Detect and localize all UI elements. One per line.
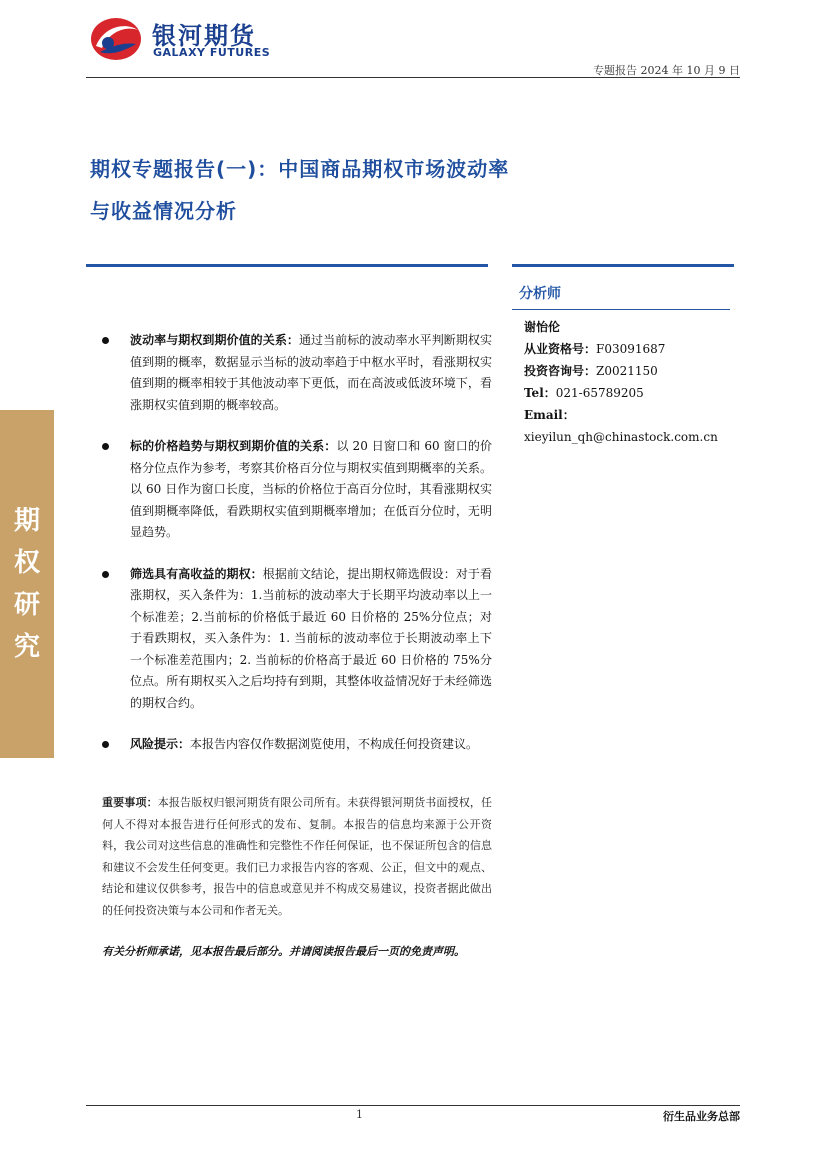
analyst-name: 谢怡伦 xyxy=(524,320,561,334)
notice-body: 本报告版权归银河期货有限公司所有。未获得银河期货书面授权，任何人不得对本报告进行任何形式的发布、复制。本报告的信息均来源于公开资料，我公司对这些信息的准确性和完整性不作任何保证，也不保证所包含的信息和建议不会发生任何变更。我们已力求报告内容的客观、公正，但文中的观点、结论和建议仅供参考，报告中的信息或意见并不构成交易建议，投资者据此做出的任何投资决策与本公司和作者无关。 xyxy=(102,796,493,917)
consult-value: Z0021150 xyxy=(596,364,658,378)
important-notice xyxy=(102,792,492,921)
bullet-body: 本报告内容仅作数据浏览使用，不构成任何投资建议。 xyxy=(190,737,479,751)
report-meta: 专题报告 2024 年 10 月 9 日 xyxy=(593,64,740,77)
bullet-dot-icon xyxy=(102,337,109,344)
email-label: Email： xyxy=(524,408,575,422)
bullet-body: 以 20 日窗口和 60 窗口的价格分位点作为参考，考察其价格百分位与期权实值到期概率的关系。以 60 日作为窗口长度，当标的价格位于高百分位时，其看涨期权实值到期概率降低，看跌期权实值到期概率增加；在低百分位时，无明显趋势。 xyxy=(130,439,492,539)
side-tab-char: 究 xyxy=(13,632,40,662)
side-tab-label xyxy=(0,500,54,668)
report-title: 期权专题报告(一)：中国商品期权市场波动率与收益情况分析 xyxy=(90,157,510,223)
cert-value: F03091687 xyxy=(596,342,666,356)
bullet-head: 波动率与期权到期价值的关系： xyxy=(130,333,299,347)
disclaimer-note: 有关分析师承诺，见本报告最后部分。并请阅读报告最后一页的免责声明。 xyxy=(102,945,465,958)
company-logo xyxy=(90,14,280,64)
consult-label: 投资咨询号： xyxy=(524,364,597,378)
bullet-dot-icon xyxy=(102,741,109,748)
footer-divider xyxy=(86,1105,740,1106)
side-tab-char: 期 xyxy=(13,506,40,536)
bullet-dot-icon xyxy=(102,571,109,578)
bullet-head: 风险提示： xyxy=(130,737,191,751)
side-tab-char: 研 xyxy=(13,590,40,620)
analyst-heading: 分析师 xyxy=(519,286,561,302)
email-link[interactable]: xieyilun_qh@chinastock.com.cn xyxy=(524,430,718,444)
bullet-item xyxy=(102,330,492,416)
cert-label: 从业资格号： xyxy=(524,342,597,356)
bullet-head: 标的价格趋势与期权到期价值的关系： xyxy=(130,439,337,453)
galaxy-logo-icon xyxy=(90,16,142,62)
bullet-item xyxy=(102,436,492,544)
page-number: 1 xyxy=(356,1108,363,1121)
brand-name-cn: 银河期货 xyxy=(152,22,256,50)
title-rule xyxy=(86,264,488,267)
analyst-rule xyxy=(512,264,734,267)
tel-label: Tel： xyxy=(524,386,556,400)
bullet-item xyxy=(102,564,492,715)
footer-department: 衍生品业务总部 xyxy=(663,1110,740,1123)
bullet-body: 通过当前标的波动率水平判断期权实值到期的概率，数据显示当标的波动率趋于中枢水平时，看涨期权实值到期的概率相较于其他波动率下更低，而在高波或低波环境下，看涨期权实值到期的概率较高。 xyxy=(130,333,492,412)
analyst-divider xyxy=(512,309,730,310)
bullet-body: 根据前文结论，提出期权筛选假设：对于看涨期权，买入条件为：1.当前标的波动率大于长期平均波动率以上一个标准差；2.当前标的价格低于最近 60 日价格的 25%分位点；对于看跌期权，买入条件为：1. 当前标的波动率位于长期波动率上下一个标准差范围内；2. 当前标的价格高于最近 60 日价格的 75%分位点。所有期权买入之后均持有到期，其整体收益情况好于未经筛选的期权合约。 xyxy=(130,566,492,710)
bullet-head: 筛选具有高收益的期权： xyxy=(130,566,263,581)
side-tab-char: 权 xyxy=(13,548,40,578)
header-divider xyxy=(86,77,740,78)
bullet-item xyxy=(102,734,492,756)
tel-value: 021-65789205 xyxy=(555,386,644,400)
bullet-dot-icon xyxy=(102,443,109,450)
notice-head: 重要事项： xyxy=(102,796,158,809)
brand-name-en: GALAXY FUTURES xyxy=(153,46,271,59)
side-tab-char xyxy=(0,500,54,668)
summary-bullets xyxy=(102,330,492,776)
analyst-info xyxy=(524,316,734,448)
